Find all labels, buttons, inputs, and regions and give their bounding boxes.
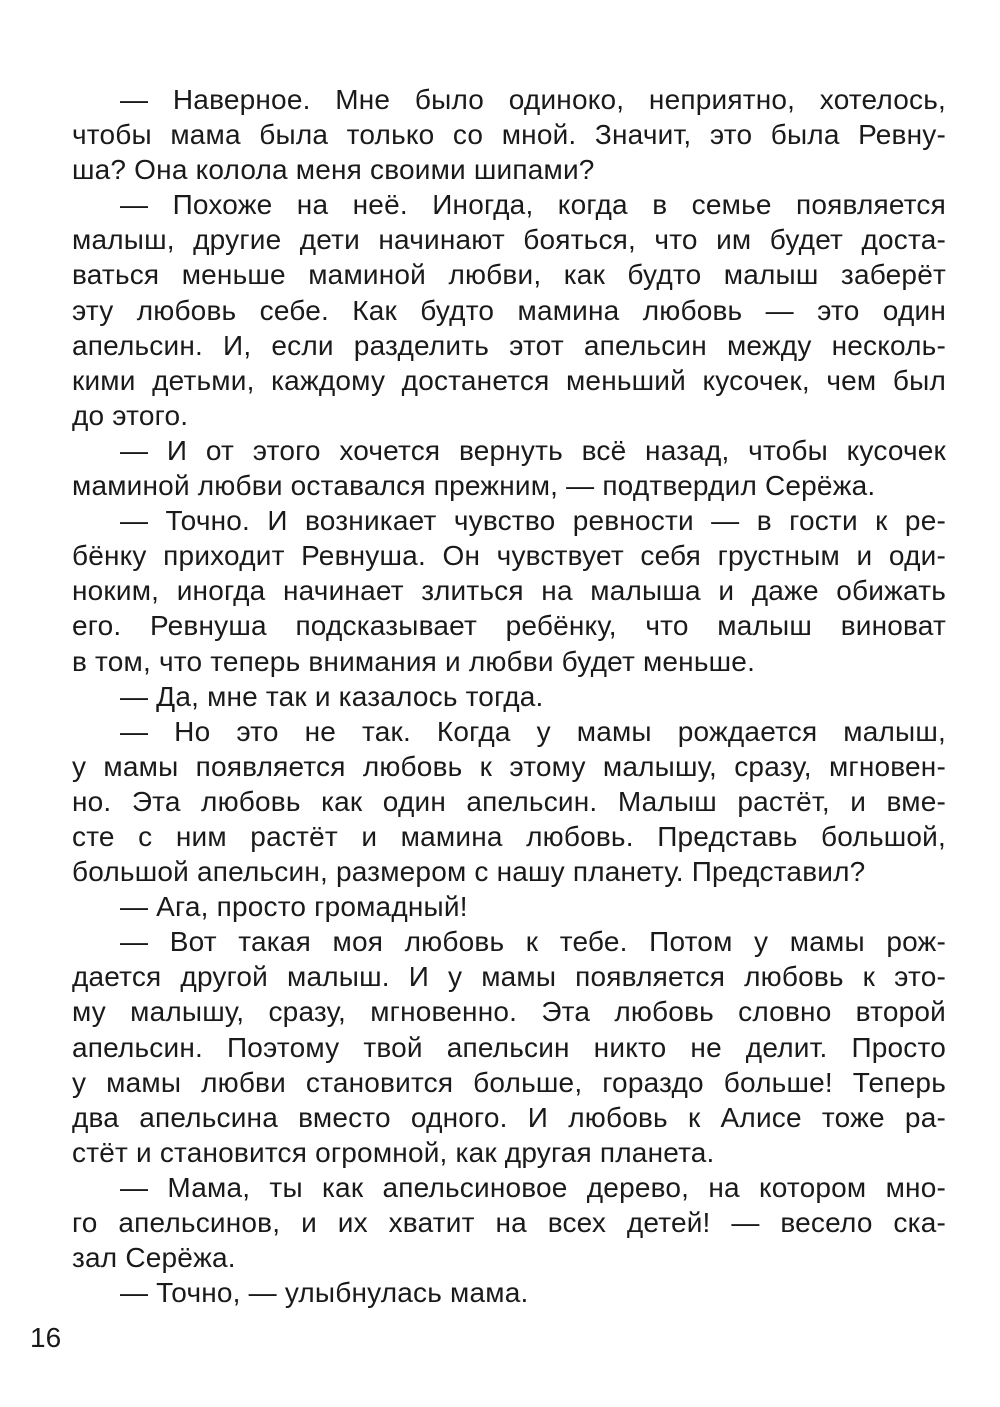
text-line: сте с ним растёт и мамина любовь. Представь большой,: [72, 820, 946, 852]
text-line: ша? Она колола меня своими шипами?: [72, 154, 595, 186]
text-line: — И от этого хочется вернуть всё назад, чтобы кусочек: [120, 434, 946, 466]
text-line: два апельсина вместо одного. И любовь к Алисе тоже ра-: [72, 1101, 946, 1133]
text-line: — Мама, ты как апельсиновое дерево, на котором мно-: [120, 1171, 946, 1203]
text-line: чтобы мама была только со мной. Значит, это была Ревну-: [72, 119, 946, 151]
text-line: большой апельсин, размером с нашу планету. Представил?: [72, 856, 866, 888]
text-line: апельсин. Поэтому твой апельсин никто не делит. Просто: [72, 1031, 946, 1063]
text-line: дается другой малыш. И у мамы появляется любовь к это-: [72, 961, 946, 993]
text-line: кими детьми, каждому достанется меньший кусочек, чем был: [72, 364, 946, 396]
text-line: — Похоже на неё. Иногда, когда в семье появляется: [120, 189, 946, 221]
text-line: — Но это не так. Когда у мамы рождается малыш,: [120, 715, 946, 747]
text-line: ваться меньше маминой любви, как будто малыш заберёт: [72, 259, 946, 291]
text-line: — Наверное. Мне было одиноко, неприятно, хотелось,: [120, 84, 946, 115]
text-line: зал Серёжа.: [72, 1242, 236, 1274]
text-line: у мамы появляется любовь к этому малышу, сразу, мгновен-: [72, 750, 946, 782]
text-line: го апельсинов, и их хватит на всех детей! — весело ска-: [72, 1207, 946, 1238]
text-line: стёт и становится огромной, как другая планета.: [72, 1136, 715, 1168]
page-number: 16: [30, 1322, 62, 1353]
text-line: эту любовь себе. Как будто мамина любовь — это один: [72, 294, 946, 326]
text-line: маминой любви оставался прежним, — подтвердил Серёжа.: [72, 470, 876, 502]
text-line: но. Эта любовь как один апельсин. Малыш растёт, и вме-: [72, 785, 946, 817]
text-line: до этого.: [72, 399, 189, 431]
text-line: — Ага, просто громадный!: [120, 891, 468, 923]
text-line: у мамы любви становится больше, гораздо больше! Теперь: [72, 1066, 946, 1098]
text-line: — Точно, — улыбнулась мама.: [120, 1277, 529, 1309]
text-line: — Точно. И возникает чувство ревности — в гости к ре-: [120, 505, 946, 537]
text-line: апельсин. И, если разделить этот апельсин между несколь-: [72, 329, 946, 361]
text-line: в том, что теперь внимания и любви будет меньше.: [72, 645, 756, 677]
text-line: малыш, другие дети начинают бояться, что им будет доста-: [72, 224, 946, 256]
body-text: [72, 82, 946, 1310]
text-line: — Да, мне так и казалось тогда.: [120, 680, 544, 712]
text-line: его. Ревнуша подсказывает ребёнку, что малыш виноват: [72, 610, 946, 642]
text-line: — Вот такая моя любовь к тебе. Потом у мамы рож-: [120, 926, 946, 958]
text-line: ноким, иногда начинает злиться на малыша и даже обижать: [72, 575, 946, 607]
text-line: бёнку приходит Ревнуша. Он чувствует себя грустным и оди-: [72, 540, 946, 572]
text-line: му малышу, сразу, мгновенно. Эта любовь словно второй: [72, 996, 946, 1028]
